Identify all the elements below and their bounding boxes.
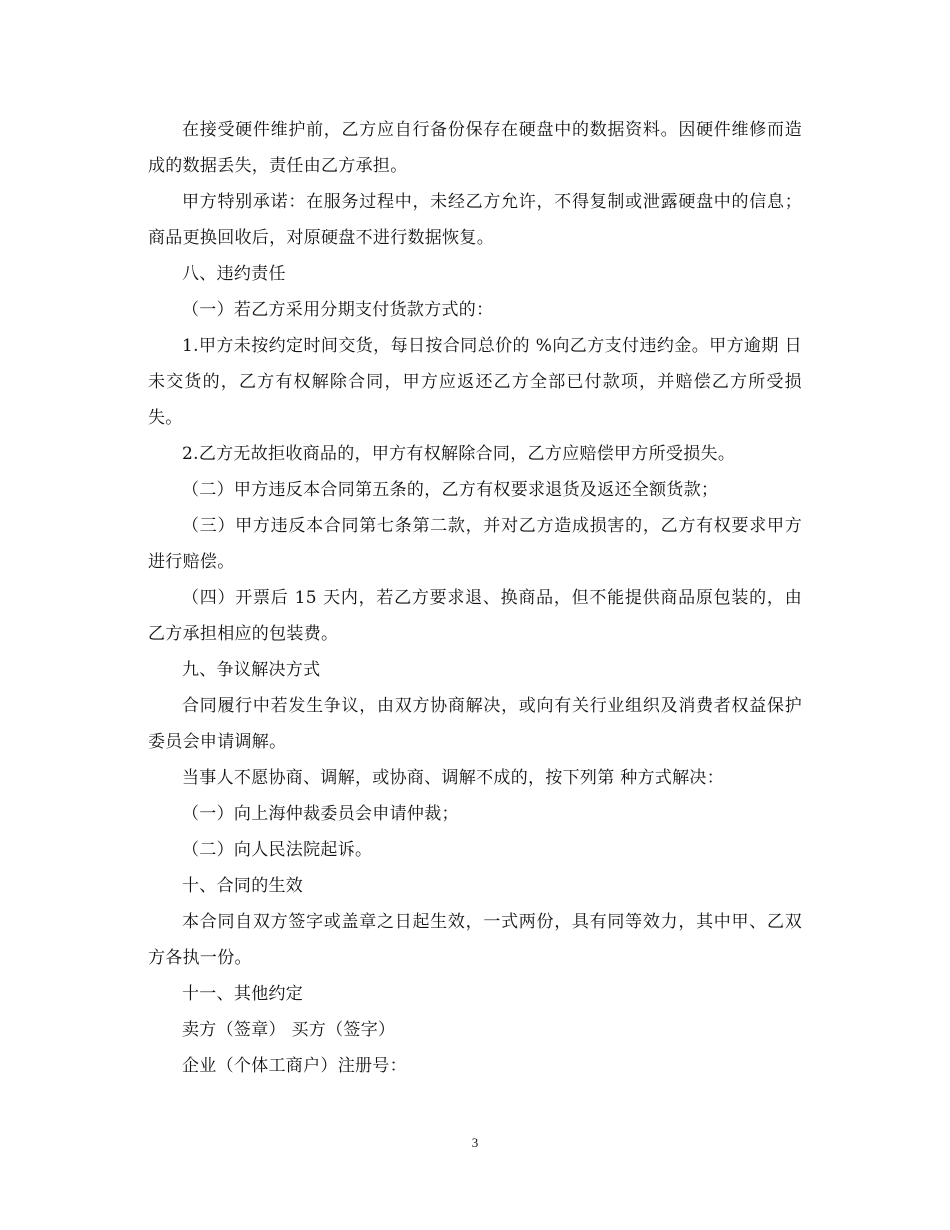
section-heading-breach: 八、违约责任 [182,264,286,284]
paragraph-arbitration: （一）向上海仲裁委员会申请仲裁； [182,804,459,824]
paragraph-article-five: （二）甲方违反本合同第五条的，乙方有权要求退货及返还全额货款； [182,480,719,500]
paragraph-article-seven: （三）甲方违反本合同第七条第二款，并对乙方造成损害的，乙方有权要求甲方进行赔偿。 [148,516,802,572]
section-heading-effect: 十、合同的生效 [182,876,304,896]
registration-number-line: 企业（个体工商户）注册号： [182,1056,407,1076]
paragraph-installment: （一）若乙方采用分期支付货款方式的： [182,300,494,320]
paragraph-seller-commitment: 甲方特别承诺：在服务过程中，未经乙方允许，不得复制或泄露硬盘中的信息；商品更换回收后，对原硬盘不进行数据恢复。 [148,192,802,248]
document-body [148,112,802,1084]
section-heading-other: 十一、其他约定 [182,984,304,1004]
paragraph-mediation: 合同履行中若发生争议，由双方协商解决，或向有关行业组织及消费者权益保护委员会申请调解。 [148,696,802,752]
paragraph-refusal: 2.乙方无故拒收商品的，甲方有权解除合同，乙方应赔偿甲方所受损失。 [182,444,736,464]
paragraph-packaging-fee: （四）开票后 15 天内，若乙方要求退、换商品，但不能提供商品原包装的，由乙方承担相应的包装费。 [148,588,802,644]
signature-line: 卖方（签章） 买方（签字） [182,1020,396,1040]
page-number: 3 [471,1135,479,1150]
paragraph-late-delivery: 1.甲方未按约定时间交货，每日按合同总价的 %向乙方支付违约金。甲方逾期 日未交货的，乙方有权解除合同，甲方应返还乙方全部已付款项，并赔偿乙方所受损失。 [148,336,802,428]
paragraph-effective: 本合同自双方签字或盖章之日起生效，一式两份，具有同等效力，其中甲、乙双方各执一份。 [148,912,802,968]
section-heading-dispute: 九、争议解决方式 [182,660,321,680]
paragraph-resolution-method: 当事人不愿协商、调解，或协商、调解不成的，按下列第 种方式解决： [182,768,725,788]
paragraph-data-backup: 在接受硬件维护前，乙方应自行备份保存在硬盘中的数据资料。因硬件维修而造成的数据丢失，责任由乙方承担。 [148,120,802,176]
paragraph-court: （二）向人民法院起诉。 [182,840,373,860]
